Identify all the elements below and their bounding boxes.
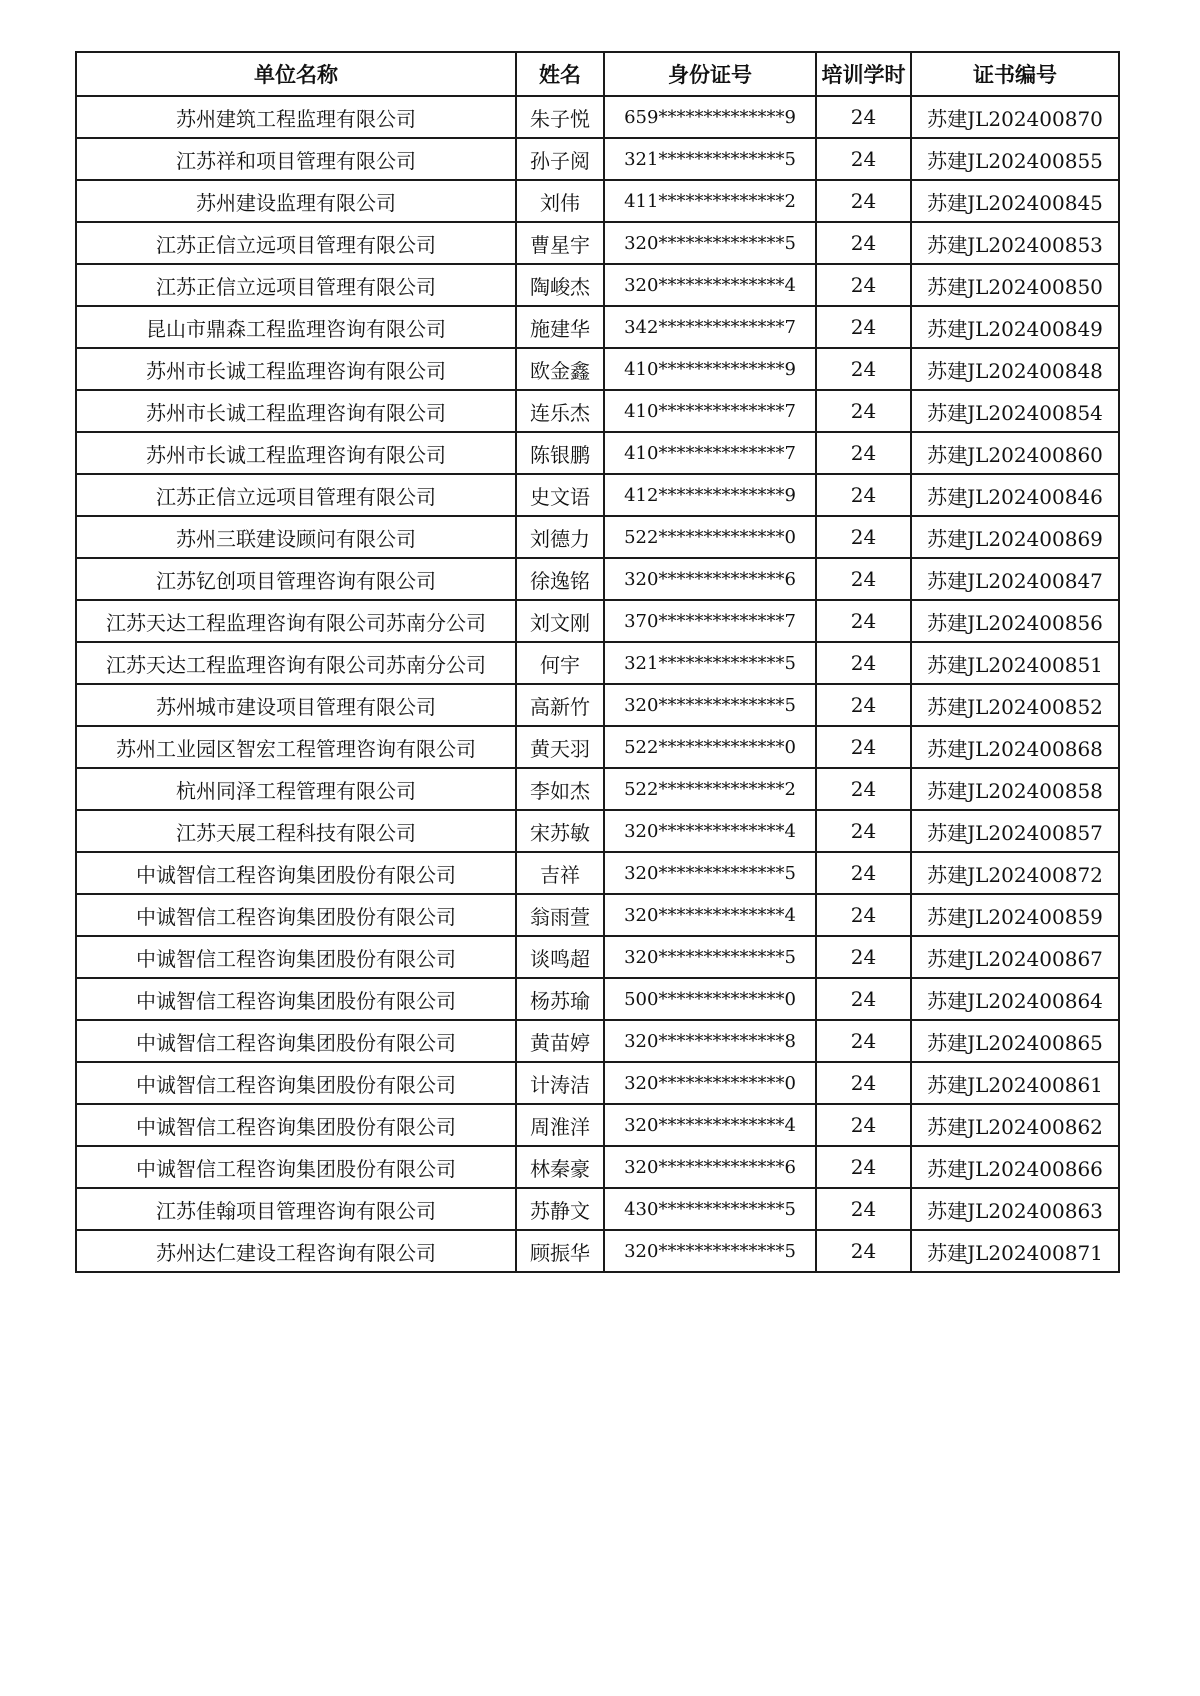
certificate-number-cell: 苏建JL202400854 — [911, 390, 1119, 432]
training-hours-cell: 24 — [816, 96, 911, 138]
person-name-cell: 史文语 — [516, 474, 604, 516]
training-roster-table — [75, 51, 1120, 1273]
training-hours-cell: 24 — [816, 264, 911, 306]
training-hours-cell: 24 — [816, 180, 911, 222]
person-name-cell: 曹星宇 — [516, 222, 604, 264]
certificate-number-cell: 苏建JL202400871 — [911, 1230, 1119, 1272]
unit-name-cell: 苏州市长诚工程监理咨询有限公司 — [76, 348, 516, 390]
certificate-number-cell: 苏建JL202400862 — [911, 1104, 1119, 1146]
training-hours-cell: 24 — [816, 1146, 911, 1188]
person-name-cell: 朱子悦 — [516, 96, 604, 138]
id-number-cell: 320**************4 — [604, 264, 816, 306]
training-hours-cell: 24 — [816, 978, 911, 1020]
id-number-cell: 320**************5 — [604, 852, 816, 894]
certificate-number-cell: 苏建JL202400851 — [911, 642, 1119, 684]
table-row — [76, 390, 1119, 432]
table-row — [76, 558, 1119, 600]
training-hours-cell: 24 — [816, 474, 911, 516]
id-number-cell: 522**************0 — [604, 516, 816, 558]
certificate-number-cell: 苏建JL202400857 — [911, 810, 1119, 852]
unit-name-cell: 江苏天达工程监理咨询有限公司苏南分公司 — [76, 600, 516, 642]
table-row — [76, 852, 1119, 894]
table-row — [76, 978, 1119, 1020]
table-row — [76, 306, 1119, 348]
header-certificate-number: 证书编号 — [911, 52, 1119, 96]
unit-name-cell: 中诚智信工程咨询集团股份有限公司 — [76, 1104, 516, 1146]
certificate-number-cell: 苏建JL202400859 — [911, 894, 1119, 936]
training-hours-cell: 24 — [816, 1062, 911, 1104]
table-row — [76, 432, 1119, 474]
table-row — [76, 768, 1119, 810]
unit-name-cell: 中诚智信工程咨询集团股份有限公司 — [76, 978, 516, 1020]
person-name-cell: 谈鸣超 — [516, 936, 604, 978]
table-row — [76, 642, 1119, 684]
unit-name-cell: 江苏佳翰项目管理咨询有限公司 — [76, 1188, 516, 1230]
id-number-cell: 321**************5 — [604, 138, 816, 180]
table-header-row — [76, 52, 1119, 96]
certificate-number-cell: 苏建JL202400860 — [911, 432, 1119, 474]
training-hours-cell: 24 — [816, 768, 911, 810]
id-number-cell: 320**************0 — [604, 1062, 816, 1104]
unit-name-cell: 昆山市鼎森工程监理咨询有限公司 — [76, 306, 516, 348]
table-row — [76, 936, 1119, 978]
person-name-cell: 吉祥 — [516, 852, 604, 894]
table-row — [76, 894, 1119, 936]
table-row — [76, 1188, 1119, 1230]
header-unit-name: 单位名称 — [76, 52, 516, 96]
certificate-number-cell: 苏建JL202400849 — [911, 306, 1119, 348]
table-row — [76, 600, 1119, 642]
unit-name-cell: 江苏正信立远项目管理有限公司 — [76, 264, 516, 306]
table-row — [76, 222, 1119, 264]
person-name-cell: 连乐杰 — [516, 390, 604, 432]
id-number-cell: 320**************4 — [604, 894, 816, 936]
person-name-cell: 宋苏敏 — [516, 810, 604, 852]
training-hours-cell: 24 — [816, 642, 911, 684]
person-name-cell: 陶峻杰 — [516, 264, 604, 306]
person-name-cell: 黄天羽 — [516, 726, 604, 768]
unit-name-cell: 杭州同泽工程管理有限公司 — [76, 768, 516, 810]
certificate-number-cell: 苏建JL202400865 — [911, 1020, 1119, 1062]
document-page — [75, 51, 1118, 1273]
unit-name-cell: 江苏天展工程科技有限公司 — [76, 810, 516, 852]
header-person-name: 姓名 — [516, 52, 604, 96]
id-number-cell: 522**************2 — [604, 768, 816, 810]
id-number-cell: 522**************0 — [604, 726, 816, 768]
person-name-cell: 顾振华 — [516, 1230, 604, 1272]
certificate-number-cell: 苏建JL202400870 — [911, 96, 1119, 138]
training-hours-cell: 24 — [816, 810, 911, 852]
unit-name-cell: 江苏钇创项目管理咨询有限公司 — [76, 558, 516, 600]
id-number-cell: 321**************5 — [604, 642, 816, 684]
training-hours-cell: 24 — [816, 558, 911, 600]
id-number-cell: 410**************7 — [604, 390, 816, 432]
training-hours-cell: 24 — [816, 726, 911, 768]
unit-name-cell: 苏州达仁建设工程咨询有限公司 — [76, 1230, 516, 1272]
certificate-number-cell: 苏建JL202400853 — [911, 222, 1119, 264]
training-hours-cell: 24 — [816, 600, 911, 642]
table-row — [76, 1230, 1119, 1272]
id-number-cell: 500**************0 — [604, 978, 816, 1020]
person-name-cell: 高新竹 — [516, 684, 604, 726]
id-number-cell: 411**************2 — [604, 180, 816, 222]
unit-name-cell: 苏州建设监理有限公司 — [76, 180, 516, 222]
certificate-number-cell: 苏建JL202400847 — [911, 558, 1119, 600]
table-row — [76, 138, 1119, 180]
training-hours-cell: 24 — [816, 1188, 911, 1230]
id-number-cell: 320**************5 — [604, 684, 816, 726]
training-hours-cell: 24 — [816, 684, 911, 726]
training-hours-cell: 24 — [816, 306, 911, 348]
person-name-cell: 孙子阅 — [516, 138, 604, 180]
unit-name-cell: 中诚智信工程咨询集团股份有限公司 — [76, 852, 516, 894]
certificate-number-cell: 苏建JL202400863 — [911, 1188, 1119, 1230]
id-number-cell: 320**************4 — [604, 1104, 816, 1146]
id-number-cell: 320**************4 — [604, 810, 816, 852]
person-name-cell: 李如杰 — [516, 768, 604, 810]
unit-name-cell: 江苏天达工程监理咨询有限公司苏南分公司 — [76, 642, 516, 684]
training-hours-cell: 24 — [816, 222, 911, 264]
certificate-number-cell: 苏建JL202400858 — [911, 768, 1119, 810]
id-number-cell: 370**************7 — [604, 600, 816, 642]
id-number-cell: 320**************6 — [604, 558, 816, 600]
person-name-cell: 苏静文 — [516, 1188, 604, 1230]
unit-name-cell: 江苏祥和项目管理有限公司 — [76, 138, 516, 180]
training-hours-cell: 24 — [816, 138, 911, 180]
id-number-cell: 320**************8 — [604, 1020, 816, 1062]
person-name-cell: 黄苗婷 — [516, 1020, 604, 1062]
person-name-cell: 徐逸铭 — [516, 558, 604, 600]
person-name-cell: 计涛洁 — [516, 1062, 604, 1104]
table-row — [76, 180, 1119, 222]
id-number-cell: 342**************7 — [604, 306, 816, 348]
id-number-cell: 320**************5 — [604, 222, 816, 264]
training-hours-cell: 24 — [816, 432, 911, 474]
training-hours-cell: 24 — [816, 348, 911, 390]
id-number-cell: 320**************5 — [604, 1230, 816, 1272]
certificate-number-cell: 苏建JL202400872 — [911, 852, 1119, 894]
certificate-number-cell: 苏建JL202400864 — [911, 978, 1119, 1020]
certificate-number-cell: 苏建JL202400856 — [911, 600, 1119, 642]
unit-name-cell: 苏州市长诚工程监理咨询有限公司 — [76, 390, 516, 432]
id-number-cell: 412**************9 — [604, 474, 816, 516]
id-number-cell: 659**************9 — [604, 96, 816, 138]
id-number-cell: 430**************5 — [604, 1188, 816, 1230]
person-name-cell: 杨苏瑜 — [516, 978, 604, 1020]
table-row — [76, 96, 1119, 138]
table-row — [76, 1146, 1119, 1188]
person-name-cell: 翁雨萱 — [516, 894, 604, 936]
unit-name-cell: 江苏正信立远项目管理有限公司 — [76, 222, 516, 264]
certificate-number-cell: 苏建JL202400855 — [911, 138, 1119, 180]
certificate-number-cell: 苏建JL202400861 — [911, 1062, 1119, 1104]
training-hours-cell: 24 — [816, 1230, 911, 1272]
certificate-number-cell: 苏建JL202400866 — [911, 1146, 1119, 1188]
training-hours-cell: 24 — [816, 390, 911, 432]
certificate-number-cell: 苏建JL202400868 — [911, 726, 1119, 768]
training-hours-cell: 24 — [816, 516, 911, 558]
unit-name-cell: 中诚智信工程咨询集团股份有限公司 — [76, 1062, 516, 1104]
unit-name-cell: 苏州城市建设项目管理有限公司 — [76, 684, 516, 726]
unit-name-cell: 中诚智信工程咨询集团股份有限公司 — [76, 1020, 516, 1062]
id-number-cell: 410**************7 — [604, 432, 816, 474]
person-name-cell: 刘伟 — [516, 180, 604, 222]
training-hours-cell: 24 — [816, 852, 911, 894]
person-name-cell: 陈银鹏 — [516, 432, 604, 474]
table-row — [76, 264, 1119, 306]
unit-name-cell: 苏州市长诚工程监理咨询有限公司 — [76, 432, 516, 474]
person-name-cell: 周淮洋 — [516, 1104, 604, 1146]
unit-name-cell: 苏州建筑工程监理有限公司 — [76, 96, 516, 138]
person-name-cell: 欧金鑫 — [516, 348, 604, 390]
table-row — [76, 1062, 1119, 1104]
table-body — [76, 96, 1119, 1272]
training-hours-cell: 24 — [816, 936, 911, 978]
table-row — [76, 684, 1119, 726]
header-training-hours: 培训学时 — [816, 52, 911, 96]
certificate-number-cell: 苏建JL202400869 — [911, 516, 1119, 558]
id-number-cell: 410**************9 — [604, 348, 816, 390]
person-name-cell: 林秦豪 — [516, 1146, 604, 1188]
unit-name-cell: 中诚智信工程咨询集团股份有限公司 — [76, 894, 516, 936]
table-row — [76, 474, 1119, 516]
certificate-number-cell: 苏建JL202400867 — [911, 936, 1119, 978]
table-row — [76, 1020, 1119, 1062]
header-id-number: 身份证号 — [604, 52, 816, 96]
certificate-number-cell: 苏建JL202400848 — [911, 348, 1119, 390]
unit-name-cell: 苏州三联建设顾问有限公司 — [76, 516, 516, 558]
person-name-cell: 刘文刚 — [516, 600, 604, 642]
training-hours-cell: 24 — [816, 1104, 911, 1146]
table-row — [76, 348, 1119, 390]
training-hours-cell: 24 — [816, 894, 911, 936]
certificate-number-cell: 苏建JL202400852 — [911, 684, 1119, 726]
person-name-cell: 刘德力 — [516, 516, 604, 558]
id-number-cell: 320**************5 — [604, 936, 816, 978]
certificate-number-cell: 苏建JL202400845 — [911, 180, 1119, 222]
person-name-cell: 何宇 — [516, 642, 604, 684]
table-row — [76, 1104, 1119, 1146]
certificate-number-cell: 苏建JL202400846 — [911, 474, 1119, 516]
table-row — [76, 726, 1119, 768]
person-name-cell: 施建华 — [516, 306, 604, 348]
training-hours-cell: 24 — [816, 1020, 911, 1062]
unit-name-cell: 中诚智信工程咨询集团股份有限公司 — [76, 936, 516, 978]
table-row — [76, 810, 1119, 852]
unit-name-cell: 中诚智信工程咨询集团股份有限公司 — [76, 1146, 516, 1188]
unit-name-cell: 江苏正信立远项目管理有限公司 — [76, 474, 516, 516]
table-row — [76, 516, 1119, 558]
unit-name-cell: 苏州工业园区智宏工程管理咨询有限公司 — [76, 726, 516, 768]
id-number-cell: 320**************6 — [604, 1146, 816, 1188]
certificate-number-cell: 苏建JL202400850 — [911, 264, 1119, 306]
